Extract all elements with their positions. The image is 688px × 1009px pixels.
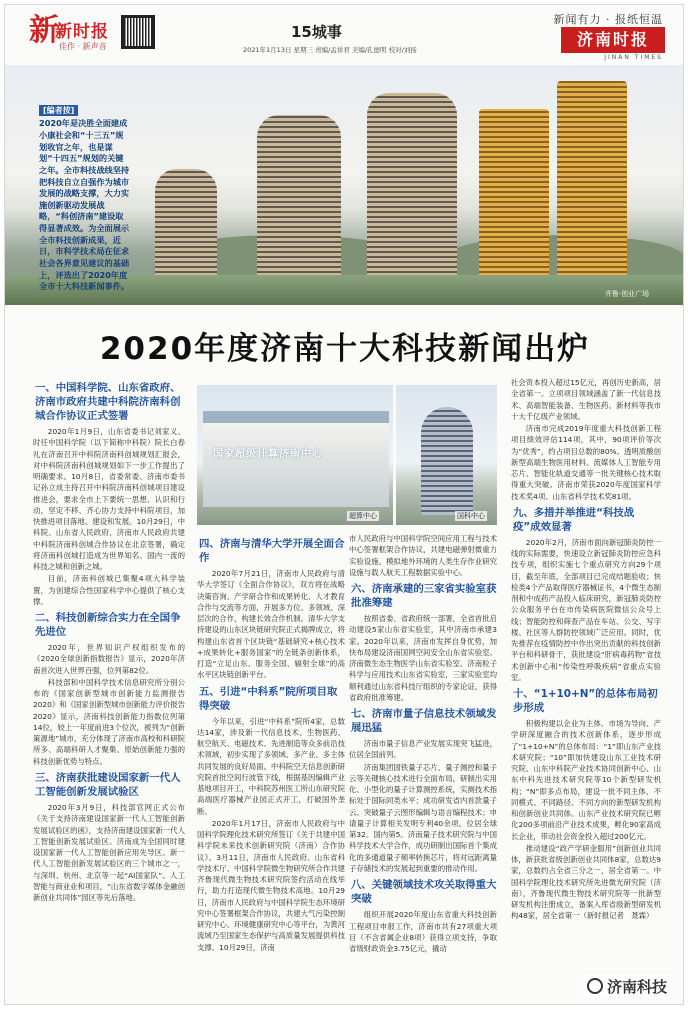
section-heading: 八、关键领域技术攻关取得重大突破 — [351, 879, 497, 906]
paragraph: 济南市量子信息产业发展实现突飞猛进，位居全国前列。 — [349, 739, 497, 760]
section-heading: 五、引进“中科系”院所项目取得突破 — [199, 685, 338, 712]
logo-glyph: 新 — [29, 13, 59, 48]
slogan: 新闻有力 · 报纸恒温 — [553, 13, 663, 26]
newspaper-logo-right: 济南时报 — [561, 27, 665, 53]
tower-building — [257, 115, 341, 291]
paragraph: 2020年，世界知识产权组织发布的《2020全球创新指数报告》显示，2020年济南首次进入世界百强，位列第82位。 — [33, 643, 185, 675]
logo-subtitle: 佳作 · 新声音 — [59, 42, 107, 51]
page-headline: 2020年度济南十大科技新闻出炉 — [99, 331, 591, 367]
paragraph: 科技部和中国科学技术信息研究所分别公布的《国家创新型城市创新能力监测报告2020》和《国家创新型城市创新能力评价报告2020》显示，济南科技创新能力指数位列第14位，较上一年度前进3个位次，被列为“创新策源地”城市，充分体现了济南市高校和科研院所多、高端科研人才聚集、原始创新能力强的科技创新优势与特点。 — [33, 677, 185, 766]
paragraph: 市人民政府与中国科学院空间应用工程与技术中心签署框架合作协议，共建电磁弹射微重力实验设施、模拟地外环境的人类生存作业研究设施与载人航天工程数据实验中心。 — [349, 534, 497, 577]
science-center-tower — [421, 407, 473, 515]
section-heading: 三、济南获批建设国家新一代人工智能创新发展试验区 — [35, 771, 181, 799]
paragraph: 济南市完成2019年度重大科技创新工程项目绩效评估114项，其中，90项评价等次为“优秀”，约占项目总数的80%。透明质酸创新型高端生物医用材料、流媒体人工智能专用芯片、智能化轨道交通等一批关键核心技术取得重大突破。济南市荣获2020年度国家科学技术奖4项、山东省科学技术奖81项。 — [511, 424, 661, 501]
section-heading: 四、济南与清华大学开展全面合作 — [199, 538, 345, 565]
newspaper-logo-left — [29, 13, 129, 57]
building-sign: 国家超级计算济南中心 — [213, 449, 323, 460]
section-heading: 十、“1+10+N”的总体布局初步形成 — [513, 688, 658, 715]
paragraph: 2020年7月21日，济南市人民政府与清华大学签订《全面合作协议》，双方将在战略决策咨询、产学研合作和成果转化、人才教育合作与交流等方面，开展多方位、多领域、深层次的合作，构建长效合作机制。清华大学支持建设的山东区块链研究院正式揭牌成立，将构建山东省首个区块链“基础研究+核心技术+成果转化+服务国家”的全链条创新体系，打造“立足山东、服务全国、辐射全球”的高水平区块链创新平台。 — [197, 569, 345, 680]
paragraph: 目前，济南科创城已集聚4项大科学装置，为创建综合性国家科学中心提供了核心支撑。 — [33, 574, 185, 606]
article-column-4 — [511, 377, 661, 997]
hero-caption: 齐鲁·创业广场 — [604, 290, 649, 298]
article-column-2 — [197, 533, 345, 995]
editor-note-text: 2020年是决胜全面建成小康社会和“十三五”规划收官之年，也是谋划“十四五”规划的关键之年。全市科技战线坚持把科技自立自强作为城市发展的战略支撑，大力实施创新驱动发展战略，“科创济南”建设取得显著成效。为全面展示全市科技创新成果，近日，市科学技术局在征求社会各界意见建议的基础上，评选出了2020年度全市十大科技新闻事件。 — [39, 118, 130, 292]
paragraph: 2020年1月17日，济南市人民政府与中国科学院理化技术研究所签订《关于共建中国科学院未来技术创新研究院（济南）合作协议》。3月11日，济南市人民政府、山东省科学技术厅、中国科学院微生物研究所合作共建齐鲁现代微生物技术研究院签约活动在线举行，助力打造现代微生物技术高地。10月29日，济南市人民政府与中国科学院生态环境研究中心签署框架合作协议，共建大气污染控制研究中心、环境健康研究中心等平台，为黄河流域乃至国家生态保护与高质量发展提供科技支撑。10月29日，济南 — [197, 818, 345, 952]
account-watermark — [583, 975, 671, 998]
hero-photo — [5, 65, 684, 305]
dateline: 2021年1月13日 星期三 责编/孟祥君 美编/孔德明 校对/刘扬 — [243, 46, 417, 54]
paragraph: 组织开展2020年度山东省重大科技创新工程项目申报工作，济南市共有27项重大项目（不含省属企业8项）获得立项支持，争取省级财政资金3.75亿元，撬动 — [349, 910, 497, 954]
editor-note-tag: [编者按] — [39, 105, 78, 116]
paragraph: 社会资本投入超过15亿元，再创历史新高，居全省第一。立项项目领域涵盖了新一代信息技术、高端智能装备、生物医药、新材料等我市十大千亿级产业领域。 — [511, 378, 661, 421]
tower-building — [557, 81, 627, 291]
secondary-photo — [197, 385, 497, 525]
tower-building — [479, 109, 549, 291]
article-column-1 — [33, 377, 185, 997]
newspaper-logo-english: JINAN TIMES — [604, 54, 663, 61]
photo-caption-right: 国科中心 — [457, 512, 485, 520]
section-heading: 六、济南承建的三家省实验室获批准筹建 — [351, 583, 497, 610]
wechat-icon — [587, 978, 603, 994]
paragraph: 今年以来，引进“中科系”院所4家，总数达14家，涉及新一代信息技术、生物医药、航空航天、电磁技术、先进制造等众多前沿技术领域，初步实现了多领域、多产业、多主体共同发展的良好局面。中科院空天信息创新研究院首批空间行波管下线，根据基因编辑产业基地项目开工，中科院苏州医工所山东研究院高端医疗器械产业园正式开工，打破国外垄断。 — [197, 716, 345, 816]
paragraph: 推动建设“政产学研金服用”创新创业共同体，新获批省级创新创业共同体8家，总数达9家，总数约占全省三分之一，居全省第一。中国科学院理化技术研究所先进微光研究院（济南），齐鲁现代微生物技术研究院等一批新型研发机构注册成立，备案入库省级新型研发机构48家，居全省第一（新时报记者 聂霖） — [511, 843, 661, 921]
section-title: 15城事 — [291, 23, 342, 41]
logo-title: 新时报 — [55, 22, 109, 42]
section-heading: 二、科技创新综合实力在全国争先进位 — [35, 612, 181, 639]
tower-building — [155, 169, 217, 291]
section-heading: 一、中国科学院、山东省政府、济南市政府共建中科院济南科创城合作协议正式签署 — [35, 382, 181, 423]
masthead — [5, 5, 684, 61]
paragraph: 2020年3月9日，科技部官网正式公布《关于支持济南建设国家新一代人工智能创新发展试验区的函》，支持济南建设国家新一代人工智能创新发展试验区。济南成为全国同时建设国家新一代人工智能创新应用先导区、新一代人工智能创新发展试验区的三个城市之一，与深圳、杭州、北京等一起“AI国家队”。人工智能与商业业和项目，“山东省数字媒体金融创新创业共同体”园区等先后落地。 — [33, 803, 185, 903]
paragraph: 2020年2月，济南市面向新冠肺炎防控一线的实际需要，快速设立新冠肺炎防控应急科技专项，组织实施七个重点研究方向29个项目，截至年底，全部项目已完成结题验收；快检类4个产品取得医疗器械证书，4个微生态制剂和中成药产品投入临床研究，新冠肺炎防控公众服务平台在市传染病医院微信公众号上线；智能防控和筛查产品在车站、公交、写字楼、社区等人群防控领域广泛应用。同时，优先推荐在疫情防控中作出突出贡献的科技创新平台和科研骨干，获批建设“肝病毒药物”省技术创新中心和“传染性呼吸疾病”省重点实验室。 — [511, 537, 661, 682]
photo-caption-left: 超算中心 — [349, 512, 377, 520]
tower-building — [367, 93, 457, 291]
section-heading: 七、济南市量子信息技术领域发展迅猛 — [351, 708, 497, 735]
paragraph: 济南集团国铁量子芯片、量子测控和量子云等关键核心技术进行全面布局，研制出实用化、小型化的量子计算测控系统，实测技术指标处于国际同类水平；成功研发省内首款量子云、突破量子云图形编辑与语言编程技术；申请量子计算相关发明专利40余项，位居全球第32。国内第5。济南量子技术研究院与中国科学技术大学合作，成功研制出国际首个集成化的多通道量子频率转换芯片，将对远距离量子存储技术的发展起到重要的推动作用。 — [349, 762, 497, 873]
section-heading: 九、多措并举推进“科技战疫”成效显著 — [513, 506, 635, 533]
supercomputing-center-building — [203, 421, 389, 507]
newspaper-page — [4, 4, 684, 1005]
paragraph: 按照省委、省政府统一部署，全省首批启动建设5家山东省实验室，其中济南市承建3家。2020年以来，济南市发挥自身优势，加快布局建设济南国网空间安全山东省实验室、济南微生态生物医学山东省实验室、济南粒子科学与应用技术山东省实验室，三家实验室均顺利通过山东省科技厅组织的专家论证，获得省政府批准筹建。 — [349, 614, 497, 702]
qr-code-icon — [121, 15, 155, 49]
editor-note — [33, 101, 137, 297]
paragraph: 积极构建以企业为主体、市场为导向、产学研深度融合的技术创新体系，逐步形成了“1+10+N”的总体布局：“1”即山东产业技术研究院；“10”即加快建设山东工业技术研究院、山东中科院产业技术协同创新中心、山东中科先进技术研究院等10个新型研发机构；“N”即多点布局，建设一批不同主体、不同模式、不同路径、不同方向的新型研发机构和创新创业共同体。山东产业技术研究院已孵化200多项前沿产业技术成果，孵化90家高成长企业，带动社会资金投入超过200亿元。 — [511, 719, 661, 841]
paragraph: 2020年1月9日，山东省委书记刘家义、时任中国科学院（以下简称中科院）院长白春礼在济南召开中科院济南科创城规划汇报会，对中科院济南科创城规划如下一步工作提出了明确要求。10月8日，省委常委、济南市委书记孙立成主持召开中科院济南科创城项目建设推进会，要求全市上下要统一思想、认识和行动，坚定不移、齐心协力支持中科院项目，加快推进项目落地、建设和发展。10月29日，中科院、山东省人民政府、济南市人民政府共建中科院济南科创城合作协议在北京签署，确定将济南科创城打造成为世界知名、国内一流的科技之城和创新之城。 — [33, 427, 185, 572]
watermark-text: 济南科技 — [606, 978, 667, 996]
article-column-3 — [349, 533, 497, 995]
